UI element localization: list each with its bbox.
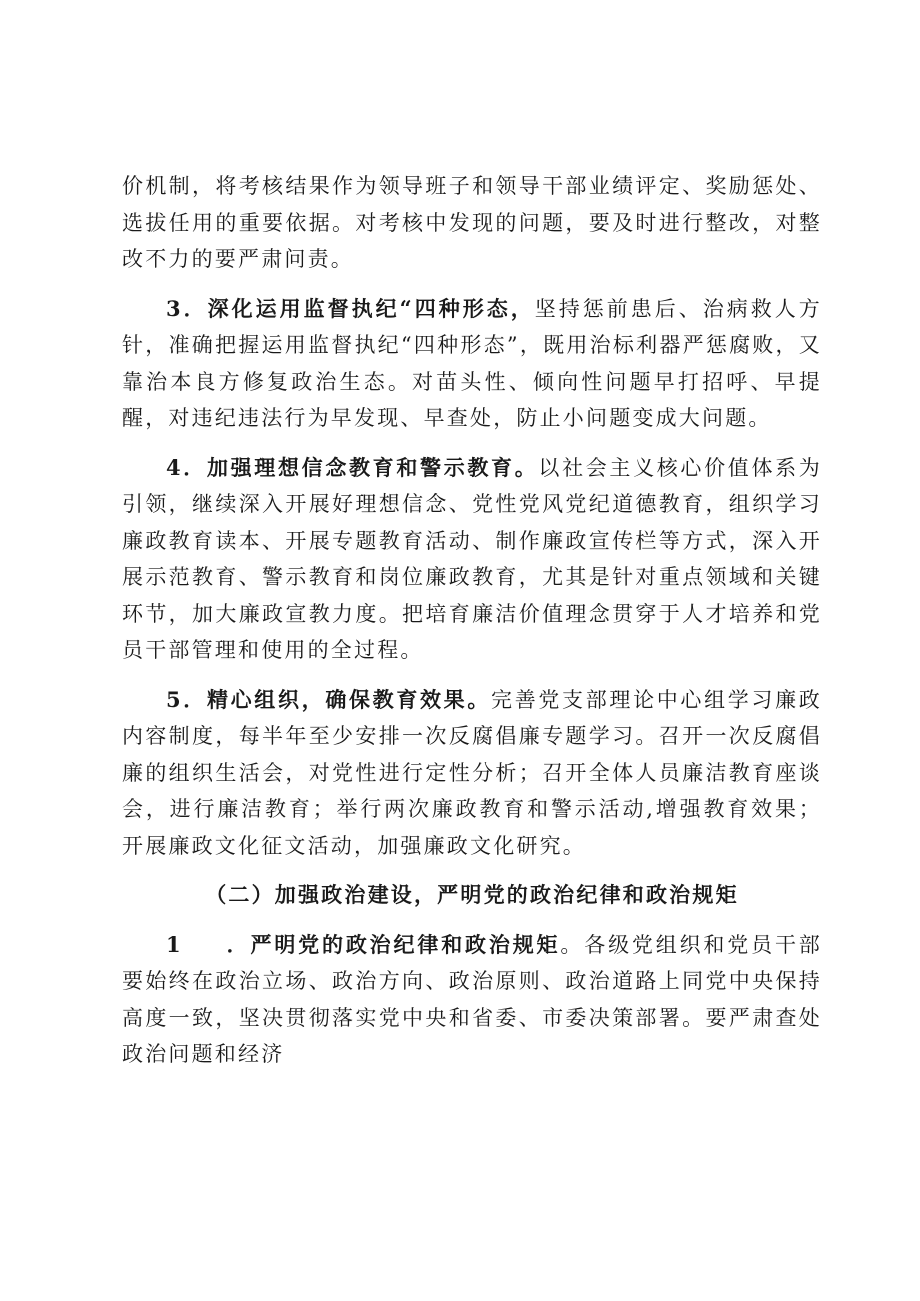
paragraph-continuation: 价机制，将考核结果作为领导班子和领导干部业绩评定、奖励惩处、选拔任用的重要依据。对考核中发现的问题，要及时进行整改，对整改不力的要严肃问责。 (122, 174, 822, 271)
item-1-body: 。各级党组织和党员干部要始终在政治立场、政治方向、政治原则、政治道路上同党中央保持高度一致，坚决贯彻落实党中央和省委、市委决策部署。要严肃查处政治问题和经济 (122, 932, 822, 1066)
item-4-heading: 4．加强理想信念教育和警示教育。 (166, 454, 539, 480)
document-page (122, 168, 822, 1073)
item-1-heading: ．严明党的政治纪律和政治规矩 (226, 931, 561, 957)
item-4-body: 以社会主义核心价值体系为引领，继续深入开展好理想信念、党性党风党纪道德教育，组织学习廉政教育读本、开展专题教育活动、制作廉政宣传栏等方式，深入开展示范教育、警示教育和岗位廉政教育，尤其是针对重点领域和关键环节，加大廉政宣教力度。把培育廉洁价值理念贯穿于人才培养和党员干部管理和使用的全过程。 (122, 455, 822, 662)
paragraph-item-4 (122, 450, 822, 669)
item-3-heading: 3．深化运用监督执纪“四种形态， (166, 295, 535, 321)
paragraph-item-3 (122, 291, 822, 437)
item-1-number: 1 (166, 931, 183, 957)
item-5-heading: 5．精心组织，确保教育效果。 (166, 686, 492, 712)
paragraph-item-1 (122, 927, 822, 1073)
section-2-title: （二）加强政治建设，严明党的政治纪律和政治规矩 (205, 882, 739, 907)
paragraph-item-5 (122, 682, 822, 865)
item-3-body: 坚持惩前患后、治病救人方针，准确把握运用监督执纪“四种形态”，既用治标利器严惩腐败，又靠治本良方修复政治生态。对苗头性、倾向性问题早打招呼、早提醒，对违纪违法行为早发现、早查处，防止小问题变成大问题。 (122, 296, 823, 430)
item-5-body: 完善党支部理论中心组学习廉政内容制度，每半年至少安排一次反腐倡廉专题学习。召开一次反腐倡廉的组织生活会，对党性进行定性分析；召开全体人员廉洁教育座谈会，进行廉洁教育；举行两次廉政教育和警示活动,增强教育效果；开展廉政文化征文活动，加强廉政文化研究。 (122, 687, 822, 858)
